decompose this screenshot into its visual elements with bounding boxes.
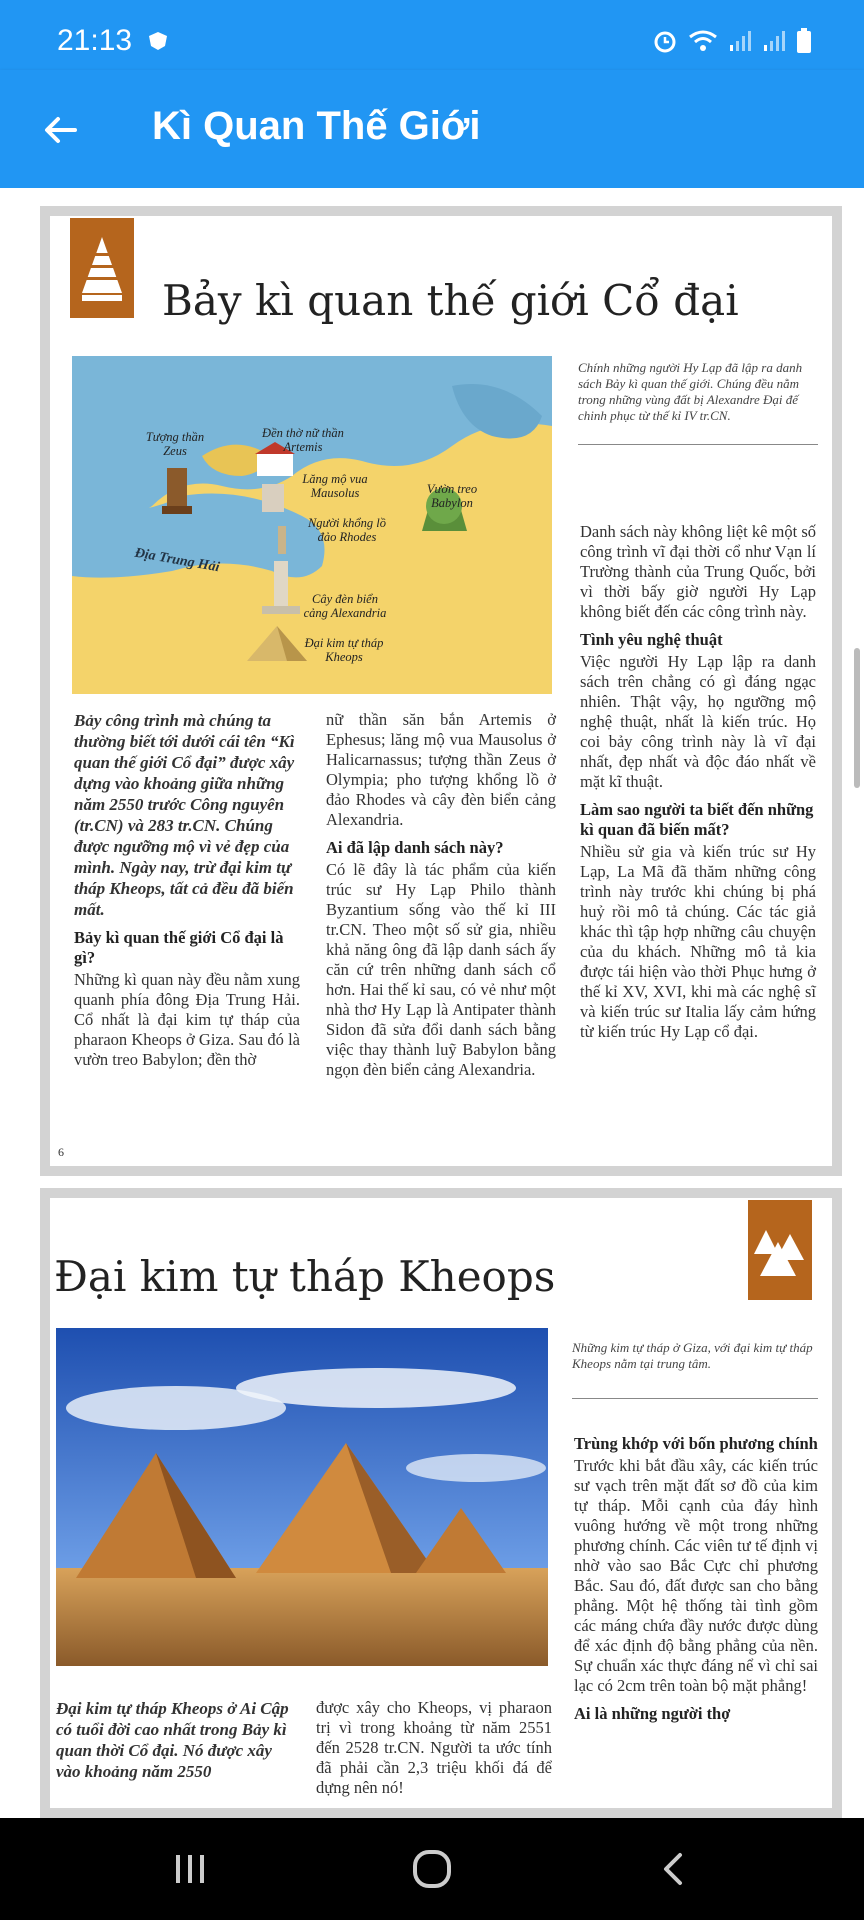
map-label-alexandria: Cây đèn biển cảng Alexandria [303,592,387,620]
body-paragraph: Có lẽ đây là tác phẩm của kiến trúc sư Hy Lạp Philo thành Byzantium sống vào thế kỉ III tr.CN. Theo một số sử gia, nhiều khả năng ông đã lập danh sách ấy căn cứ trên những danh sách cổ hơn. Hai thế kỉ sau, có vẻ như một nhà thơ Hy Lạp là Antipater thành Sidon đã sửa đổi danh sách bằng việc thay thành luỹ Babylon bằng ngọn đèn biển cảng Alexandria. [326,860,556,1079]
caption-divider [572,1398,818,1399]
chapter-icon [70,218,134,318]
app-bar [0,70,864,188]
intro-paragraph: Đại kim tự tháp Kheops ở Ai Cập có tuổi đời cao nhất trong Bảy kì quan thời Cổ đại. Nó được xây vào khoảng năm 2550 [56,1699,289,1781]
page-2-column-2 [316,1698,552,1806]
body-paragraph: Những kì quan này đều nằm xung quanh phía đông Địa Trung Hải. Cổ nhất là đại kim tự tháp của pharaon Kheops ở Giza. Sau đó là vườn treo Babylon; đền thờ [74,970,300,1069]
page-1-column-3 [580,522,816,1050]
map-label-sea: Địa Trung Hải [133,545,221,576]
status-time: 21:13 [57,24,133,57]
wifi-icon [688,29,718,58]
chapter-icon [748,1200,812,1300]
page-1-inner [52,218,830,1164]
arrow-left-icon [42,112,78,148]
recents-button[interactable] [150,1844,230,1894]
section-heading: Làm sao người ta biết đến những kì quan đã biến mất? [580,800,814,839]
page-1-title: Bảy kì quan thế giới Cổ đại [162,276,739,325]
alarm-icon [652,28,678,59]
section-heading: Ai đã lập danh sách này? [326,838,504,857]
section-heading: Tình yêu nghệ thuật [580,630,723,649]
back-nav-button[interactable] [634,1844,714,1894]
section-heading: Ai là những người thợ [574,1704,731,1723]
page-2-column-1 [56,1698,292,1790]
map-label-zeus: Tượng thần Zeus [145,430,205,458]
wonders-map [72,356,552,694]
book-page-1 [40,206,842,1176]
page-2-inner [52,1200,830,1806]
scrollbar[interactable] [854,648,860,788]
map-label-babylon: Vườn treo Babylon [426,482,478,510]
system-nav-bar [0,1818,864,1920]
page-number: 6 [58,1145,64,1159]
app-title: Kì Quan Thế Giới [152,104,481,148]
page-1-column-2 [326,710,556,1088]
body-paragraph: được xây cho Kheops, vị pharaon trị vì trong khoảng từ năm 2551 đến 2528 tr.CN. Người ta ước tính đã phải cần 2,3 triệu khối đá để dựng nên nó! [316,1698,552,1797]
signal-icon [762,29,786,58]
back-button[interactable] [36,106,84,154]
map-label-mausolus: Lăng mộ vua Mausolus [302,472,368,500]
signal-icon [728,29,752,58]
section-heading: Trùng khớp với bốn phương chính [574,1434,818,1453]
battery-icon [796,28,812,59]
status-bar [0,0,864,70]
section-heading: Bảy kì quan thế giới Cổ đại là gì? [74,928,284,967]
pyramids-icon [752,1220,808,1280]
status-icons [652,28,812,59]
mausolus-tomb-icon [262,484,284,512]
home-icon [410,1847,454,1891]
book-viewer[interactable] [0,188,864,1818]
page-2-column-3 [574,1430,818,1726]
home-button[interactable] [392,1844,472,1894]
recents-icon [170,1849,210,1889]
book-page-2 [40,1188,842,1818]
map-caption: Chính những người Hy Lạp đã lập ra danh sách Bảy kì quan thế giới. Chúng đều nằm trong những vùng đất bị Alexandre Đại đế chinh phục từ thế kỉ IV tr.CN. [578,360,803,423]
page-2-title: Đại kim tự tháp Kheops [54,1252,556,1301]
photo-caption: Những kim tự tháp ở Giza, với đại kim tự tháp Kheops nằm tại trung tâm. [572,1340,813,1371]
body-paragraph: Danh sách này không liệt kê một số công trình vĩ đại thời cổ như Vạn lí Trường thành của Trung Quốc, bởi vì thời bấy giờ người Hy Lạp không biết đến các công trình này. [580,522,816,621]
intro-paragraph: Bảy công trình mà chúng ta thường biết tới dưới cái tên “Kì quan thế giới Cổ đại” được xây dựng vào khoảng giữa những năm 2550 trước Công nguyên (tr.CN) và 283 tr.CN. Chúng được ngưỡng mộ vì vẻ đẹp của mình. Ngày nay, trừ đại kim tự tháp Kheops, tất cả đều đã biến mất. [74,711,295,919]
rhodes-colossus-icon [278,526,286,554]
body-paragraph: Trước khi bắt đầu xây, các kiến trúc sư vạch trên mặt đất sơ đồ của kim tự tháp. Mỗi cạnh của đáy hình vuông hướng về một trong những phương chính. Các viên tư tế định vị nhờ vào sao Bắc Cực chỉ phương Bắc. Sau đó, đất được san cho bằng phẳng. Một hệ thống tài tình gồm các máng chứa đầy nước được dùng để xác định độ bằng phẳng của nền. Sự chuẩn xác thực đáng nể vì chỉ sai lạc có 2cm trên toàn bộ mặt phẳng! [574,1456,818,1695]
body-paragraph: nữ thần săn bắn Artemis ở Ephesus; lăng mộ vua Mausolus ở Halicarnassus; tượng thần Zeus ở Olympia; pho tượng khổng lồ ở đảo Rhodes và cây đèn biển cảng Alexandria. [326,710,556,829]
map-label-artemis: Đền thờ nữ thần Artemis [262,426,344,454]
shield-icon [145,30,171,57]
page-1-column-1 [74,710,300,1078]
body-paragraph: Nhiều sử gia và kiến trúc sư Hy Lạp, La Mã đã thăm những công trình này trước khi chúng bị phá huỷ rồi mô tả chúng. Các tác giả khác thì tập hợp những câu chuyện của du khách. Những mô tả kia được tái hiện vào thời Phục hưng ở thế kỉ XV, XVI, khi mà các nghệ sĩ và kiến trúc sư Italia lấy cảm hứng từ kiến trúc Hy Lạp cổ đại. [580,842,816,1041]
caption-divider [578,444,818,445]
pyramids-photo [56,1328,548,1666]
back-icon [656,1849,692,1889]
body-paragraph: Việc người Hy Lạp lập ra danh sách trên chẳng có gì đáng ngạc nhiên. Thật vậy, họ ngưỡng mộ nghệ thuật, nhất là kiến trúc. Họ coi bảy công trình này là vĩ đại nhất, đẹp nhất và độc đáo nhất về mặt kĩ thuật. [580,652,816,791]
pyramid-tower-icon [78,233,126,303]
map-label-kheops: Đại kim tự tháp Kheops [304,636,384,664]
map-label-rhodes: Người khổng lồ đảo Rhodes [307,516,387,544]
